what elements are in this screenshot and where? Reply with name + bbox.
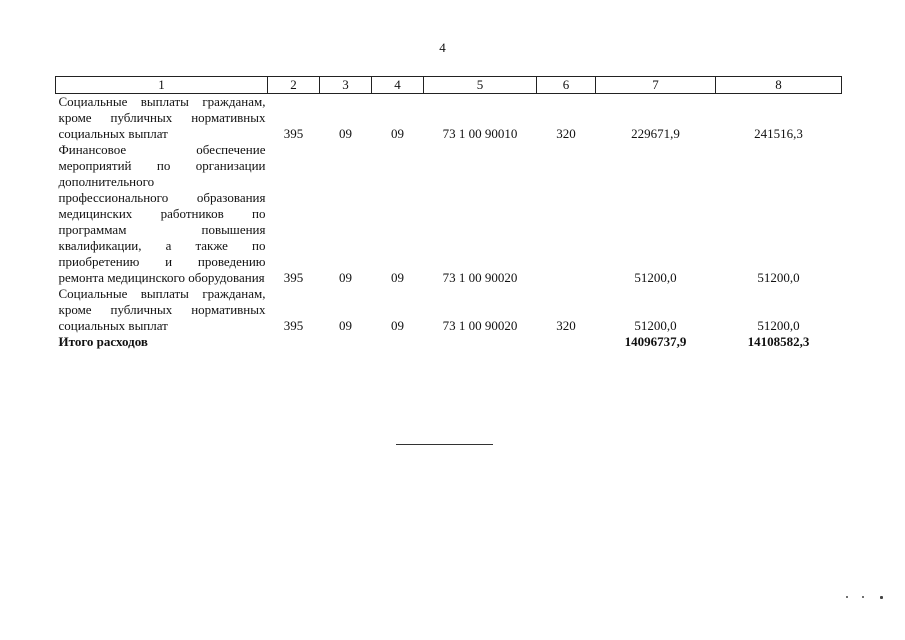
- column-header: 3: [320, 77, 372, 94]
- empty-cell: [537, 334, 596, 350]
- cell-subsection: 09: [391, 318, 404, 333]
- column-header: 1: [56, 77, 268, 94]
- table-row: [56, 94, 842, 143]
- end-divider-line: [396, 444, 493, 445]
- empty-cell: [320, 334, 372, 350]
- cell-target-article: 73 1 00 90020: [442, 318, 518, 333]
- total-amount-year1: 14096737,9: [624, 334, 687, 349]
- cell-target-article: 73 1 00 90010: [442, 126, 518, 141]
- cell-target-article: 73 1 00 90020: [442, 270, 518, 285]
- total-amount-year2: 14108582,3: [747, 334, 810, 349]
- cell-amount-year1: 51200,0: [634, 318, 677, 333]
- empty-cell: [372, 334, 424, 350]
- cell-expense-type: 320: [556, 126, 576, 141]
- empty-cell: [424, 334, 537, 350]
- cell-amount-year1: 229671,9: [631, 126, 680, 141]
- total-label: Итого расходов: [58, 334, 148, 349]
- column-header: 4: [372, 77, 424, 94]
- page-number: 4: [439, 40, 446, 55]
- cell-amount-year2: 51200,0: [757, 318, 800, 333]
- cell-section: 09: [339, 318, 352, 333]
- cell-section: 09: [339, 270, 352, 285]
- column-header: 2: [268, 77, 320, 94]
- cell-expense-type: [537, 142, 596, 286]
- row-description: Социальные выплаты гражданам, кроме публичных нормативных социальных выплат: [58, 94, 266, 141]
- cell-subsection: 09: [391, 270, 404, 285]
- cell-ministry-code: 395: [283, 126, 304, 141]
- column-header: 7: [596, 77, 716, 94]
- budget-table: [55, 76, 842, 350]
- cell-amount-year1: 51200,0: [634, 270, 677, 285]
- column-header: 8: [716, 77, 842, 94]
- scan-marks: [846, 596, 891, 602]
- header-row: [56, 77, 842, 94]
- cell-amount-year2: 51200,0: [757, 270, 800, 285]
- table-row: [56, 286, 842, 334]
- cell-expense-type: 320: [556, 318, 576, 333]
- row-description: Социальные выплаты гражданам, кроме публичных нормативных социальных выплат: [58, 286, 266, 333]
- empty-cell: [268, 334, 320, 350]
- cell-subsection: 09: [391, 126, 404, 141]
- total-row: [56, 334, 842, 350]
- cell-amount-year2: 241516,3: [754, 126, 803, 141]
- column-header: 6: [537, 77, 596, 94]
- table-row: [56, 142, 842, 286]
- row-description: Финансовое обеспечение мероприятий по организации дополнительного профессионального образования медицинских работников по программам повышения квалификации, а также по приобретению и проведению ремонта медицинского оборудования: [58, 142, 266, 285]
- column-header: 5: [424, 77, 537, 94]
- cell-section: 09: [339, 126, 352, 141]
- cell-ministry-code: 395: [283, 318, 304, 333]
- cell-ministry-code: 395: [283, 270, 304, 285]
